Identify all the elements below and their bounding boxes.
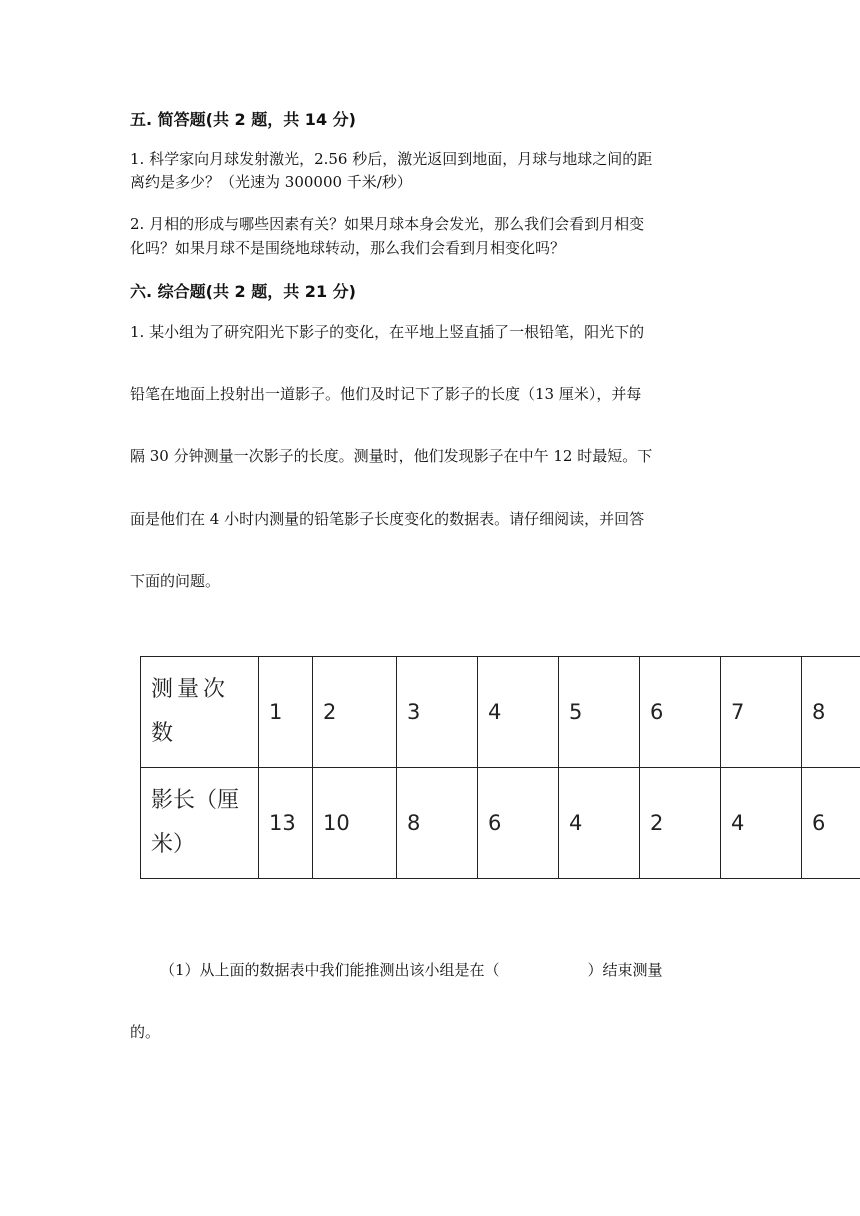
table-cell: 5 (559, 657, 640, 768)
table-cell: 8 (802, 657, 860, 768)
s6-q1-line1: 1. 某小组为了研究阳光下影子的变化，在平地上竖直插了一根铅笔，阳光下的 (130, 323, 645, 341)
table-cell: 10 (313, 768, 397, 879)
s6-q1-line4: 面是他们在 4 小时内测量的铅笔影子长度变化的数据表。请仔细阅读，并回答 (130, 510, 645, 528)
s5-q1-line2: 离约是多少？（光速为 300000 千米/秒） (130, 173, 412, 191)
sub1-text-after: ）结束测量 (587, 961, 663, 979)
table-cell: 4 (559, 768, 640, 879)
table-row (141, 657, 860, 768)
s5-q2-line2: 化吗？如果月球不是围绕地球转动，那么我们会看到月相变化吗？ (130, 239, 566, 257)
s5-q2-line1: 2. 月相的形成与哪些因素有关？如果月球本身会发光，那么我们会看到月相变 (130, 215, 645, 233)
table-cell: 8 (397, 768, 478, 879)
table-cell: 7 (721, 657, 802, 768)
table-cell: 1 (259, 657, 313, 768)
table-cell: 2 (640, 768, 721, 879)
table-cell: 6 (802, 768, 860, 879)
s6-q1-line5: 下面的问题。 (130, 572, 221, 590)
sub1-text-before: （1）从上面的数据表中我们能推测出该小组是在（ (160, 961, 500, 979)
s6-q1-line2: 铅笔在地面上投射出一道影子。他们及时记下了影子的长度（13 厘米），并每 (130, 385, 642, 403)
table-cell: 13 (259, 768, 313, 879)
sub-question-1 (160, 959, 663, 980)
s6-q1-line3: 隔 30 分钟测量一次影子的长度。测量时，他们发现影子在中午 12 时最短。下 (130, 447, 653, 465)
table-cell: 6 (478, 768, 559, 879)
shadow-data-table (140, 656, 860, 879)
section5-heading: 五. 简答题(共 2 题，共 14 分) (130, 110, 356, 129)
sub1-line2: 的。 (130, 1023, 161, 1041)
row-header-length: 影长（厘米） (141, 768, 259, 879)
table-cell: 6 (640, 657, 721, 768)
table-cell: 2 (313, 657, 397, 768)
table-cell: 3 (397, 657, 478, 768)
s5-q1-line1: 1. 科学家向月球发射激光，2.56 秒后，激光返回到地面，月球与地球之间的距 (130, 150, 653, 168)
table-cell: 4 (478, 657, 559, 768)
row-header-count: 测量次数 (141, 657, 259, 768)
section6-heading: 六. 综合题(共 2 题，共 21 分) (130, 282, 356, 301)
table-cell: 4 (721, 768, 802, 879)
table-row (141, 768, 860, 879)
